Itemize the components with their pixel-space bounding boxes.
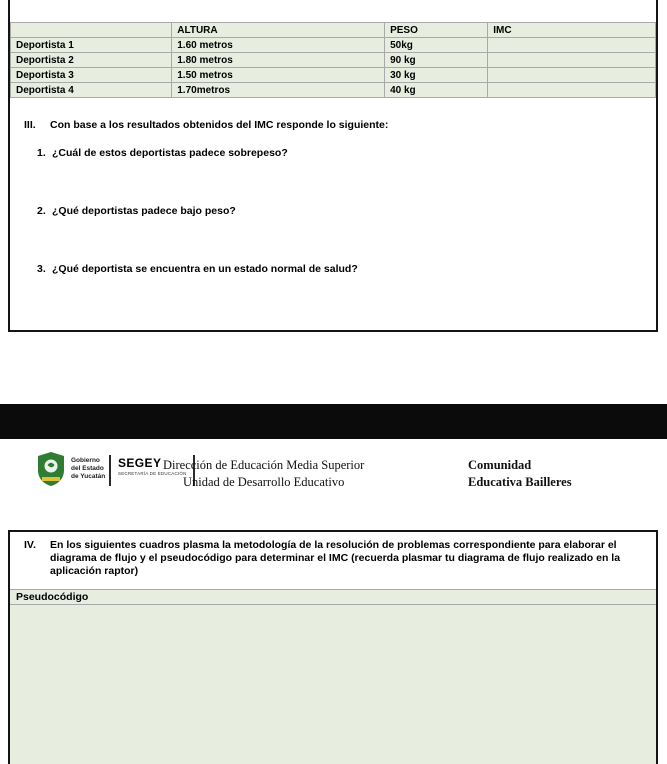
direccion-line-2: Unidad de Desarrollo Educativo	[182, 475, 345, 489]
header-altura: ALTURA	[172, 23, 385, 38]
question-2	[10, 205, 656, 218]
peso-cell: 50kg	[385, 38, 488, 53]
section-iii-intro-text: Con base a los resultados obtenidos del IMC responde lo siguiente:	[50, 119, 389, 131]
question-1-text: ¿Cuál de estos deportistas padece sobrepeso?	[52, 147, 288, 159]
altura-cell: 1.80 metros	[172, 53, 385, 68]
row-label: Deportista 1	[11, 38, 172, 53]
question-3-text: ¿Qué deportista se encuentra en un estado normal de salud?	[52, 263, 358, 275]
section-iii	[10, 119, 656, 276]
section-iv-text	[50, 539, 656, 578]
altura-cell: 1.60 metros	[172, 38, 385, 53]
imc-answer-cell[interactable]	[488, 83, 656, 98]
header-imc: IMC	[488, 23, 656, 38]
header-blank	[11, 23, 172, 38]
section-iv-line-2: diagrama de flujo y el pseudocódigo para determinar el IMC (recuerda plasmar tu diagrama de flujo realizado en la	[50, 552, 621, 564]
altura-cell: 1.70metros	[172, 83, 385, 98]
segey-subtitle: SECRETARÍA DE EDUCACIÓN	[118, 471, 187, 476]
page-separator	[0, 404, 667, 439]
imc-answer-cell[interactable]	[488, 38, 656, 53]
question-3	[10, 263, 656, 276]
comunidad-line-2: Educativa Bailleres	[468, 475, 572, 489]
section-iv-numeral: IV.	[24, 539, 36, 551]
header-peso: PESO	[385, 23, 488, 38]
peso-cell: 40 kg	[385, 83, 488, 98]
gobierno-line-3: de Yucatán	[71, 473, 106, 480]
table-row	[11, 38, 656, 53]
comunidad-title	[468, 457, 572, 491]
pseudocode-header: Pseudocódigo	[10, 589, 656, 605]
table-row	[11, 68, 656, 83]
table-row	[11, 53, 656, 68]
direccion-line-1: Dirección de Educación Media Superior	[163, 458, 365, 472]
worksheet-box-page2	[8, 530, 658, 764]
gobierno-label	[71, 457, 105, 481]
direccion-title	[163, 457, 364, 491]
section-iv-line-3: aplicación raptor)	[50, 565, 139, 577]
worksheet-box-page1	[8, 0, 658, 332]
gobierno-line-2: del Estado	[71, 465, 104, 472]
yucatan-government-logo-icon	[36, 451, 66, 487]
imc-answer-cell[interactable]	[488, 53, 656, 68]
comunidad-line-1: Comunidad	[468, 458, 532, 472]
section-iii-numeral: III.	[24, 119, 36, 131]
altura-cell: 1.50 metros	[172, 68, 385, 83]
imc-table-header-row	[11, 23, 656, 38]
question-1	[10, 147, 656, 160]
page2-header	[0, 448, 667, 510]
table-row	[11, 83, 656, 98]
imc-answer-cell[interactable]	[488, 68, 656, 83]
segey-wordmark: SEGEY	[118, 456, 162, 470]
peso-cell: 30 kg	[385, 68, 488, 83]
question-2-number: 2.	[37, 205, 46, 217]
row-label: Deportista 3	[11, 68, 172, 83]
row-label: Deportista 2	[11, 53, 172, 68]
imc-table	[10, 22, 656, 98]
question-3-number: 3.	[37, 263, 46, 275]
question-2-text: ¿Qué deportistas padece bajo peso?	[52, 205, 236, 217]
gobierno-line-1: Gobierno	[71, 457, 100, 464]
row-label: Deportista 4	[11, 83, 172, 98]
section-iii-intro	[10, 119, 656, 132]
pseudocode-answer-area[interactable]	[10, 605, 656, 764]
peso-cell: 90 kg	[385, 53, 488, 68]
section-iv-line-1: En los siguientes cuadros plasma la metodología de la resolución de problemas correspondiente para elaborar el	[50, 539, 617, 551]
question-1-number: 1.	[37, 147, 46, 159]
section-iv	[10, 532, 656, 578]
